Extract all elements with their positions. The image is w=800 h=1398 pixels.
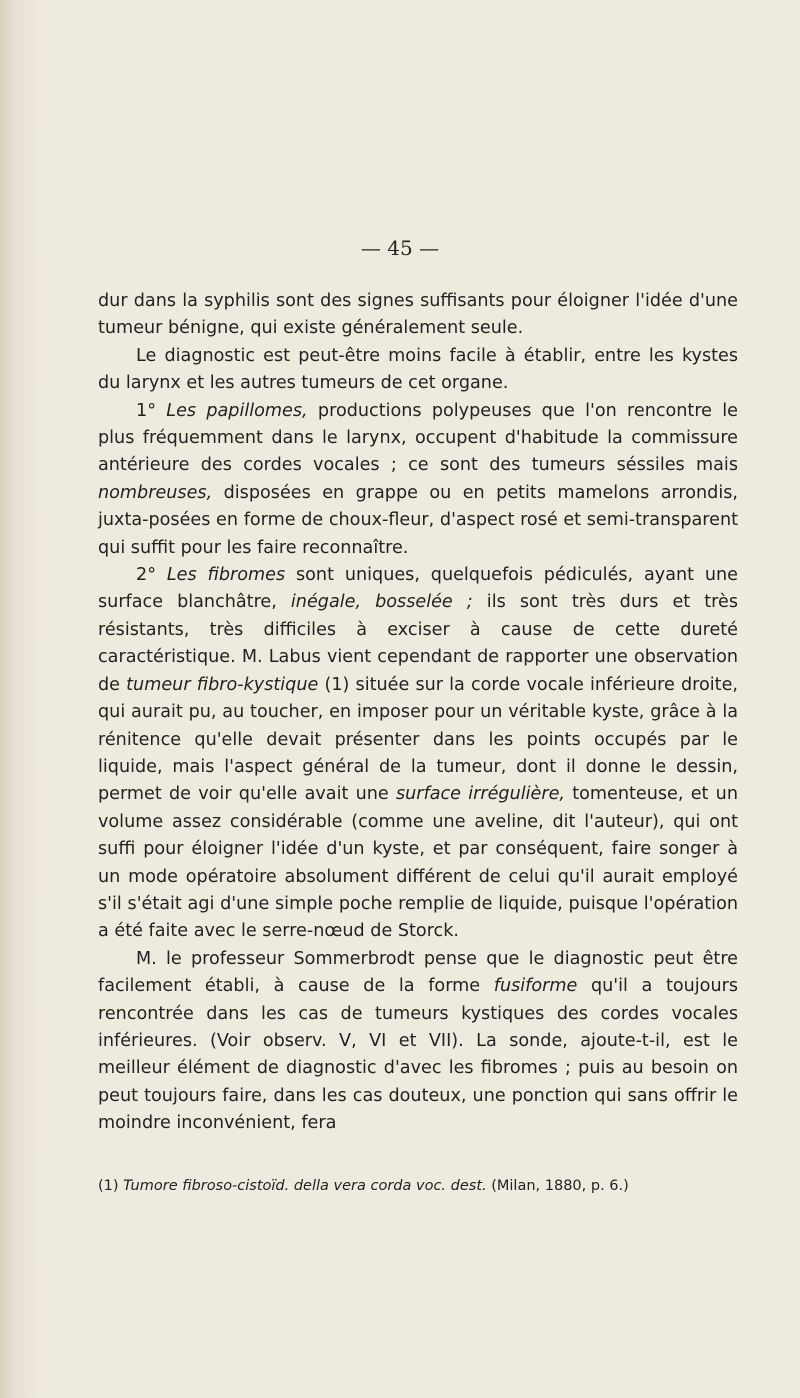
paragraph-papillomes: 1° Les papillomes, productions polypeuses que l'on rencontre le plus fréquemment dans le larynx, occupent d'habitude la commissure antérieure des cordes vocales ; ce sont des tumeurs séssiles mais nombreuses, disposées en grappe ou en petits mamelons arrondis, juxta-posées en forme de choux-fleur, d'aspect rosé et semi-transparent qui suffit pour les faire reconnaître. bbox=[98, 400, 738, 558]
body-text bbox=[98, 288, 738, 1138]
paragraph-2: Le diagnostic est peut-être moins facile à établir, entre les kystes du larynx et les autres tumeurs de cet organe. bbox=[98, 345, 738, 394]
paragraph-fibromes: 2° Les fibromes sont uniques, quelquefois pédiculés, ayant une surface blanchâtre, inégale, bosselée ; ils sont très durs et très résistants, très difficiles à exciser à cause de cette dureté caractéristique. M. Labus vient cependant de rapporter une observation de tumeur fibro-kystique (1) située sur la corde vocale inférieure droite, qui aurait pu, au toucher, en imposer pour un véritable kyste, grâce à la rénitence qu'elle devait présenter dans les points occupés par le liquide, mais l'aspect général de la tumeur, dont il donne le dessin, permet de voir qu'elle avait une surface irrégulière, tomenteuse, et un volume assez considérable (comme une aveline, dit l'auteur), qui ont suffi pour éloigner l'idée d'un kyste, et par conséquent, faire songer à un mode opératoire absolument différent de celui qu'il aurait employé s'il s'était agi d'une simple poche remplie de liquide, puisque l'opération a été faite avec le serre-nœud de Storck. bbox=[98, 565, 738, 942]
footnote-source: (Milan, 1880, p. 6.) bbox=[486, 1178, 629, 1194]
paragraph-1: dur dans la syphilis sont des signes suffisants pour éloigner l'idée d'une tumeur bénigne, qui existe généralement seule. bbox=[98, 291, 738, 339]
footnote-mark: (1) bbox=[98, 1178, 124, 1194]
footnote-title: Tumore fibroso-cistoïd. della vera corda voc. dest. bbox=[123, 1178, 487, 1194]
paragraph-sommerbrodt: M. le professeur Sommerbrodt pense que le diagnostic peut être facilement établi, à cause de la forme fusiforme qu'il a toujours rencontrée dans les cas de tumeurs kystiques des cordes vocales inférieures. (Voir observ. V, VI et VII). La sonde, ajoute-t-il, est le meilleur élément de diagnostic d'avec les fibromes ; puis au besoin on peut toujours faire, dans les cas douteux, une ponction qui sans offrir le moindre inconvénient, fera bbox=[98, 948, 738, 1134]
page-number: — 45 — bbox=[360, 236, 440, 260]
footnote bbox=[98, 1178, 758, 1194]
